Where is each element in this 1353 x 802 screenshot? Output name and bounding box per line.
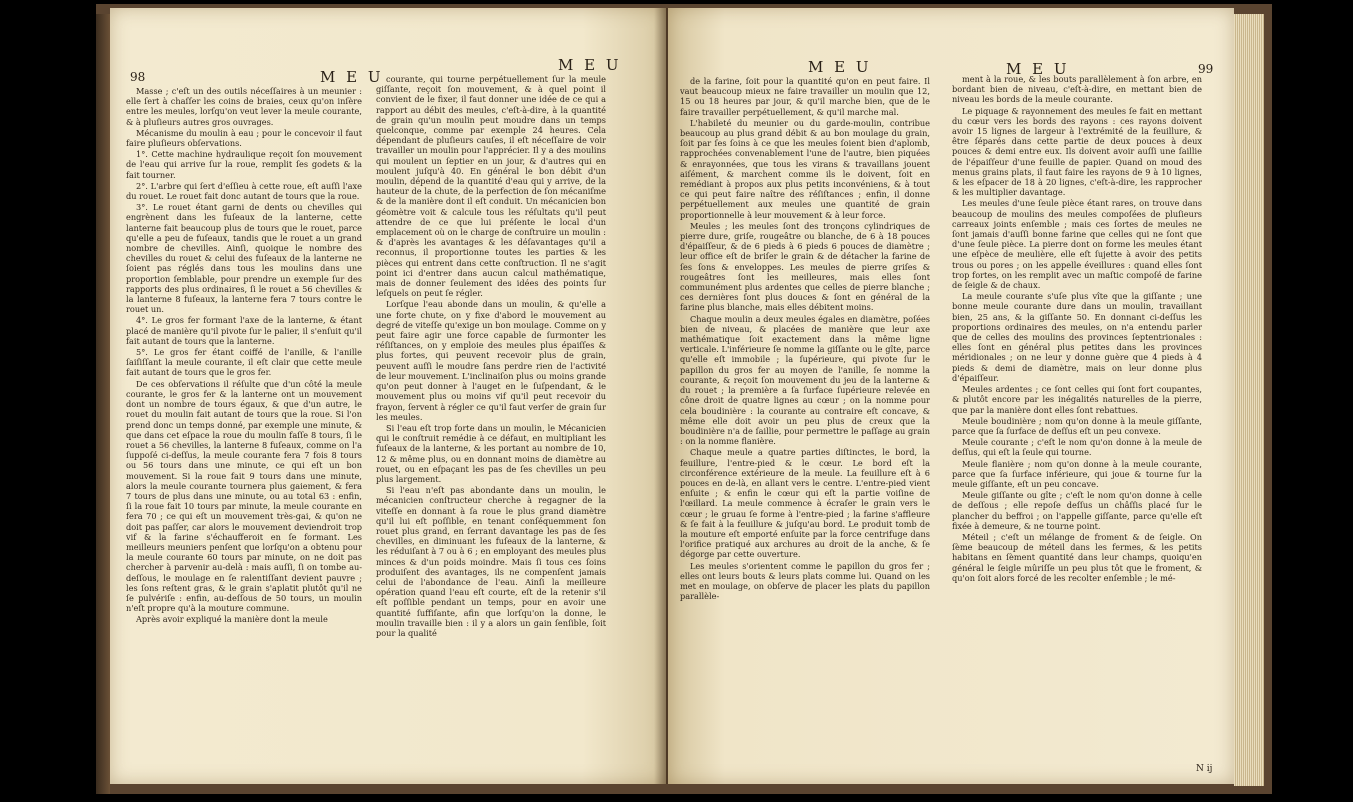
paragraph: Les meules s'orientent comme le papillon du gros fer ; elles ont leurs bouts & leurs plats comme lui. Quand on les met en moulage, on obſerve de placer les plats du papillon parallèle- [680, 560, 930, 602]
running-head-right-col2: M E U [1006, 60, 1070, 78]
signature-mark: N ij [1196, 764, 1213, 774]
paragraph: Les meules d'une ſeule pièce étant rares, on trouve dans beaucoup de moulins des meules compoſées de pluſieurs carreaux joints enſemble ; mais ces ſortes de meules ne ſont jamais d'auſſi bonne farine que celles qui ne ſont que d'une ſeule pièce. La pierre dont on forme les meules étant une eſpèce de meulière, elle eſt ſujette à avoir des petits trous ou pores ; on les appelle éveillures : quand elles ſont trop fortes, on les remplit avec un maſtic compoſé de farine de ſeigle & de chaux. [952, 198, 1202, 291]
right-page [668, 8, 1234, 784]
page-number-right: 99 [1198, 62, 1214, 76]
paragraph: Chaque meule a quatre parties diſtinctes, le bord, la feuillure, l'entre-pied & le cœur. Le bord eſt la circonférence extérieure de la meule. La feuillure eſt à 6 pouces en de-là, en allant vers le centre. L'entre-pied vient enſuite ; & enfin le cœur qui eſt la partie voiſine de l'œillard. La meule commence à écraſer le grain vers le cœur ; le gruau ſe forme à l'entre-pied ; la farine s'affleure & ſe fait à la feuillure & juſqu'au bord. Le produit tomb de la mouture eſt emporté enſuite par la force centrifuge dans l'orifice pratiqué aux archures au droit de la anche, & ſe dégorge par cette ouverture. [680, 447, 930, 560]
paragraph: Si l'eau n'eſt pas abondante dans un moulin, le mécanicien conſtructeur cherche à regagner de la viteſſe en donnant à ſa roue le plus grand diamètre qu'il lui eſt poſſible, en tenant conſéquemment ſon rouet plus grand, en ſerrant davantage les pas de ſes chevilles, en diminuant les fuſeaux de la lanterne, & les réduiſant à 7 ou à 6 ; en employant des meules plus minces & d'un poids moindre. Mais ſi tous ces ſoins produiſent des avantages, ils ne compenſent jamais celui de l'abondance de l'eau. Ainſi la meilleure opération quand l'eau eſt courte, eſt de la retenir s'il eſt poſſible pendant un temps, pour en avoir une quantité ſuffiſante, afin que lorſqu'on la donne, le moulin travaille bien : il y a alors un gain ſenſible, ſoit pour la qualité [376, 485, 606, 638]
running-head-left-col2: M E U [558, 56, 622, 74]
paragraph: Méteil ; c'eſt un mélange de froment & de ſeigle. On ſème beaucoup de méteil dans les fermes, & les petits habitans en ſèment quantité dans leur champs, quoiqu'en général le ſeigle mûriſſe un peu plus tôt que le froment, & qu'on ſoit alors forcé de les recolter enſemble ; le mé- [952, 531, 1202, 583]
left-page [110, 8, 666, 784]
paragraph: L'habileté du meunier ou du garde-moulin, contribue beaucoup au plus grand débit & au bon moulage du grain, ſoit par ſes ſoins à ce que les meules ſoient bien d'aplomb, rapprochées convenablement l'une de l'autre, bien piquées & enrayonnées, que tous les virans & travaillans jouent aiſément, & marchent comme ils le doivent, ſoit en remédiant à propos aux plus petits inconvéniens, & à tout ce qui peut faire naître des réſiſtances ; enfin, il donne perpétuellement aux meules une quantité de grain proportionnelle à leur mouvement & à leur force. [680, 117, 930, 220]
paragraph: courante, qui tourne perpétuellement ſur la meule giſſante, reçoit ſon mouvement, & à quel point il convient de le fixer, il faut donner une idée de ce qui a rapport au débit des meules, c'eſt-à-dire, à la quantité de grain qu'un moulin peut moudre dans un temps quelconque, comme par exemple 24 heures. Cela dépendant de pluſieurs cauſes, il eſt néceſſaire de voir travailler un moulin pour l'apprécier. Il y a des moulins qui moulent un ſeptier en un jour, & d'autres qui en moulent juſqu'à 40. En général le bon débit d'un moulin, dépend de la quantité d'eau qui y arrive, de la hauteur de la chute, de la perfection de ſon mécaniſme & de la manière dont il eſt conduit. Un mécanicien bon géomètre voit & calcule tous les réſultats qu'il peut attendre de ce que lui préſente le local d'un emplacement où on le charge de conſtruire un moulin : & d'après les avantages & les déſavantages qu'il a reconnus, il proportionne toutes les parties & les pièces qui entrent dans cette conſtruction. Il ne s'agit point ici d'entrer dans aucun calcul mathématique, mais de donner ſeulement des idées des points ſur leſquels on peut ſe régler. [376, 74, 606, 299]
paragraph: Meules ardentes ; ce ſont celles qui ſont fort coupantes, & plutôt encore par les inégalités naturelles de la pierre, que par la manière dont elles ſont rebattues. [952, 384, 1202, 415]
running-head-right-col1: M E U [808, 58, 872, 76]
paragraph: de la farine, ſoit pour la quantité qu'on en peut faire. Il vaut beaucoup mieux ne faire travailler un moulin que 12, 15 ou 18 heures par jour, & qu'il marche bien, que de le faire travailler perpétuellement, & qu'il marche mal. [680, 76, 930, 117]
paragraph: Si l'eau eſt trop forte dans un moulin, le Mécanicien qui le conſtruit remédie à ce défaut, en multipliant les fuſeaux de la lanterne, & les portant au nombre de 10, 12 & même plus, ou en donnant moins de diamètre au rouet, ou en eſpaçant les pas de ſes chevilles un peu plus largement. [376, 422, 606, 484]
page-number-left: 98 [130, 70, 146, 84]
paragraph: 1°. Cette machine hydraulique reçoit ſon mouvement de l'eau qui arrive ſur la roue, remplit ſes godets & la fait tourner. [126, 149, 362, 180]
page-edges [1234, 14, 1264, 786]
paragraph: 3°. Le rouet étant garni de dents ou chevilles qui engrènent dans les fuſeaux de la lanterne, cette lanterne fait beaucoup plus de tours que le rouet, parce qu'elle a peu de fuſeaux, tandis que le rouet a un grand nombre de chevilles. Ainſi, quoique le nombre des chevilles du rouet & celui des fuſeaux de la lanterne ne ſoient pas réglés dans tous les moulins dans une proportion ſemblable, pour prendre un exemple ſur des rapports des plus ordinaires, ſi le rouet a 56 chevilles & la lanterne 8 fuſeaux, la lanterne fera 7 tours contre le rouet un. [126, 202, 362, 315]
paragraph: Meule courante ; c'eſt le nom qu'on donne à la meule de deſſus, qui eſt la ſeule qui tourne. [952, 437, 1202, 458]
paragraph: Après avoir expliqué la manière dont la meule [136, 614, 328, 625]
paragraph: Le piquage & rayonnement des meules ſe fait en mettant du cœur vers les bords des rayons : ces rayons doivent avoir 15 lignes de largeur à l'extrémité de la feuillure, & être ſéparés dans cette partie de deux pouces à deux pouces & demi entre eux. Ils doivent avoir auſſi une ſaillie de l'épaiſſeur d'une feuille de papier. Quand on moud des menus grains plats, il faut faire les rayons de 9 à 10 lignes, & les eſpacer de 18 à 20 lignes, c'eſt-à-dire, les rapprocher & les multiplier davantage. [952, 105, 1202, 198]
book-spine-left [96, 14, 110, 794]
paragraph: Chaque moulin a deux meules égales en diamètre, poſées bien de niveau, & placées de manière que leur axe mathématique ſoit exactement dans la même ligne verticale. L'inférieure ſe nomme la giſſante ou le gîte, parce qu'elle eſt immobile ; la ſupérieure, qui pivote ſur le papillon du gros fer au moyen de l'anille, ſe nomme la courante, & reçoit ſon mouvement du jeu de la lanterne & du rouet ; la première a ſa ſurface ſupérieure relevée en cône droit de quatre lignes au cœur ; on la nomme pour cela boudinière : la courante au contraire eſt concave, & même elle doit avoir un peu plus de creux que la boudinière n'a de ſaillie, pour permettre le paſſage au grain : on la nomme flanière. [680, 313, 930, 447]
right-page-column-1 [680, 76, 930, 770]
paragraph: Meule flanière ; nom qu'on donne à la meule courante, parce que ſa ſurface inférieure, qui joue & tourne ſur la meule giſſante, eſt un peu concave. [952, 458, 1202, 489]
paragraph: La meule courante s'uſe plus vîte que la giſſante ; une bonne meule courante dure dans un moulin, travaillant bien, 25 ans, & la giſſante 50. En donnant ci-deſſus les proportions ordinaires des meules, on n'a entendu parler que de celles des moulins des provinces ſeptentrionales : elles ſont en général plus petites dans les provinces méridionales ; on ne leur y donne guère que 4 pieds à 4 pieds & demi de diamètre, mais on leur donne plus d'épaiſſeur. [952, 291, 1202, 383]
left-page-column-1 [126, 86, 362, 776]
paragraph: Mécanisme du moulin à eau ; pour le concevoir il faut faire pluſieurs obſervations. [126, 127, 362, 149]
left-page-column-2 [376, 74, 606, 774]
right-page-column-2 [952, 74, 1202, 764]
paragraph: De ces obſervations il réſulte que d'un côté la meule courante, le gros fer & la lanterne ont un mouvement dont un nombre de tours égaux, & que d'un autre, le rouet du moulin fait autant de tours que la roue. Si l'on prend donc un temps donné, par exemple une minute, & que dans cet eſpace la roue du moulin faſſe 8 tours, ſi le rouet a 56 chevilles, la lanterne 8 fuſeaux, comme on l'a ſuppoſé ci-deſſus, la meule courante fera 7 fois 8 tours ou 56 tours dans une minute, ce qui eſt un bon mouvement. Si la roue fait 9 tours dans une minute, alors la meule courante tournera plus gaiement, & fera 7 tours de plus dans une minute, ou au total 63 : enfin, ſi la roue fait 10 tours par minute, la meule courante en fera 70 ; ce qui eſt un mouvement très-gai, & qu'on ne doit pas paſſer, car alors le mouvement deviendroit trop vif & la farine s'échaufferoit en ſe formant. Les meilleurs meuniers penſent que lorſqu'on a obtenu pour la meule courante 60 tours par minute, on ne doit pas chercher à parvenir au-delà : mais auſſi, ſi on tombe au-deſſous, le moulage en ſe ralentiſſant devient pauvre ; les ſons reſtent gras, & le grain s'aplatit plutôt qu'il ne ſe pulvériſe : enfin, au-deſſous de 50 tours, un moulin n'eſt propre qu'à la mouture commune. [126, 378, 362, 614]
paragraph: Meule boudinière ; nom qu'on donne à la meule giſſante, parce que ſa ſurface de deſſus eſt un peu convexe. [952, 415, 1202, 436]
paragraph: Masse ; c'eſt un des outils néceſſaires à un meunier : elle ſert à chaſſer les coins de braies, ceux qu'on inſère entre les meules, lorſqu'on veut lever la meule courante, & à pluſieurs autres gros ouvrages. [126, 86, 362, 127]
paragraph: Meules ; les meules ſont des tronçons cylindriques de pierre dure, griſe, rougeâtre ou blanche, de 6 à 18 pouces d'épaiſſeur, & de 6 pieds à 6 pieds 6 pouces de diamètre ; leur office eſt de briſer le grain & de détacher la farine de ſes ſons & enveloppes. Les meules de pierre griſes & rougeâtres ſont les meilleures, mais elles ſont communément plus ardentes que celles de pierre blanche ; ces dernières ſont plus douces & ſont en général de la farine plus blanche, mais elles débitent moins. [680, 220, 930, 313]
paragraph: 2°. L'arbre qui ſert d'eſſieu à cette roue, eſt auſſi l'axe du rouet. Le rouet fait donc autant de tours que la roue. [126, 180, 362, 202]
paragraph: 4°. Le gros fer formant l'axe de la lanterne, & étant placé de manière qu'il pivote ſur le palier, il s'enſuit qu'il fait autant de tours que la lanterne. [126, 315, 362, 346]
paragraph: Meule giſſante ou gîte ; c'eſt le nom qu'on donne à celle de deſſous ; elle repoſe deſſus un châſſis placé ſur le plancher du beffroi ; on l'appelle giſſante, parce qu'elle eſt fixée à demeure, & ne tourne point. [952, 490, 1202, 531]
paragraph: 5°. Le gros fer étant coiffé de l'anille, & l'anille ſaiſiſſant la meule courante, il eſt clair que cette meule fait autant de tours que le gros fer. [126, 347, 362, 378]
paragraph: Lorſque l'eau abonde dans un moulin, & qu'elle a une forte chute, on y fixe d'abord le mouvement au degré de viteſſe qu'exige un bon moulage. Comme on y peut faire agir une force capable de ſurmonter les réſiſtances, on y emploie des meules plus épaiſſes & plus fortes, qui peuvent recevoir plus de grain, peuvent auſſi le moudre ſans perdre rien de l'activité de leur mouvement. L'inclinaiſon plus ou moins grande qu'on peut donner à l'auget en le ſuſpendant, & le mouvement plus ou moins vif qu'il peut recevoir du frayon, ſervent à régler ce qu'il faut verſer de grain ſur les meules. [376, 299, 606, 422]
paragraph: ment à la roue, & les bouts parallèlement à ſon arbre, en bordant bien de niveau, c'eſt-à-dire, en mettant bien de niveau les bords de la meule courante. [952, 74, 1202, 105]
running-head-left-col1: M E U [320, 68, 384, 86]
